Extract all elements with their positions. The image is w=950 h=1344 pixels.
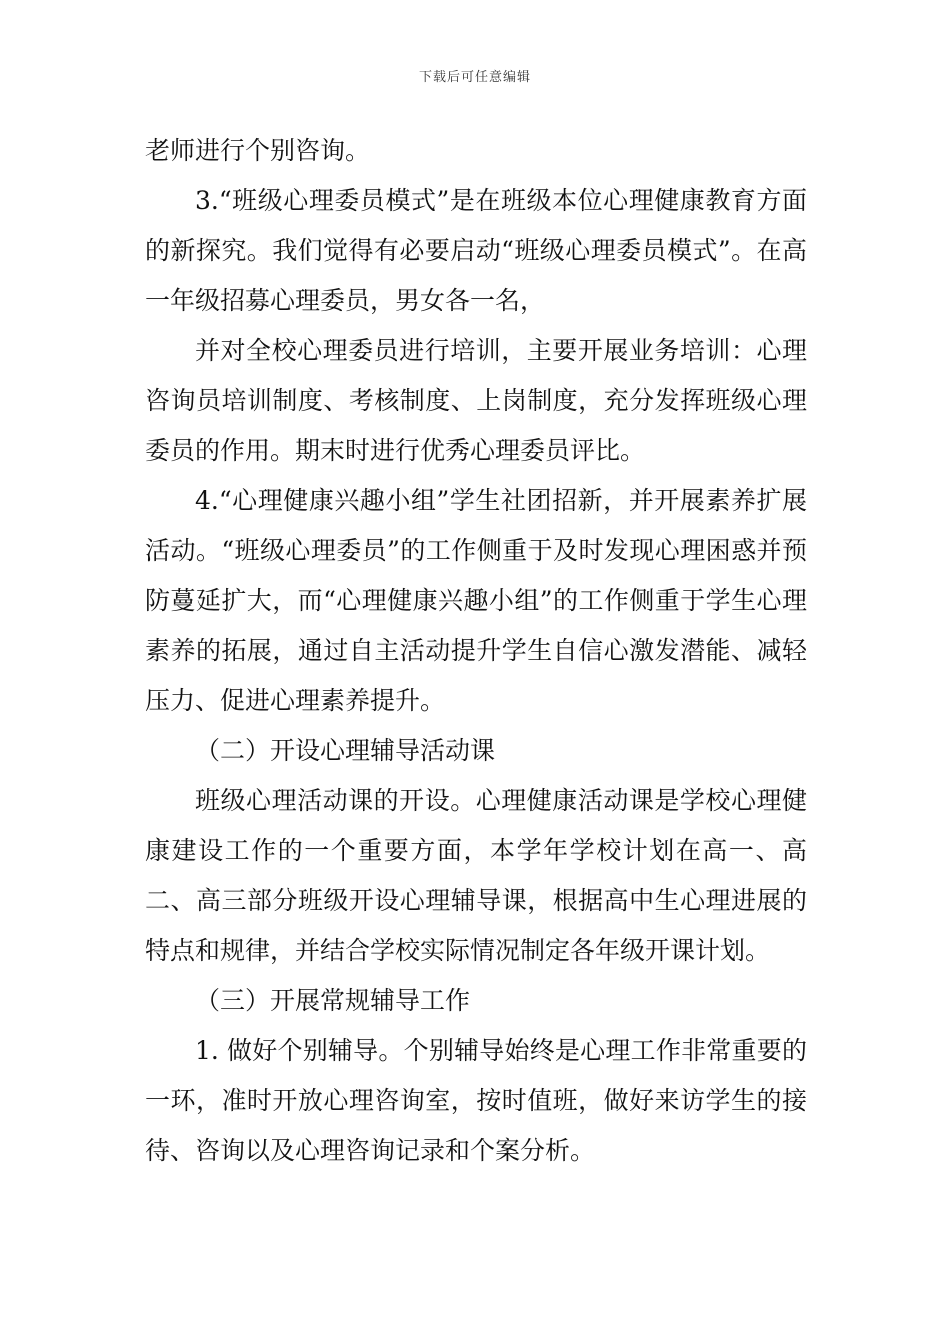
- paragraph-item-3: 3.“班级心理委员模式”是在班级本位心理健康教育方面的新探究。我们觉得有必要启动“班级心理委员模式”。在高一年级招募心理委员，男女各一名，: [145, 186, 807, 315]
- paragraph-activity-class: 班级心理活动课的开设。心理健康活动课是学校心理健康建设工作的一个重要方面，本学年学校计划在高一、高二、高三部分班级开设心理辅导课，根据高中生心理进展的特点和规律，并结合学校实际情况制定各年级开课计划。: [145, 786, 807, 965]
- paragraph-individual-counseling: 1. 做好个别辅导。个别辅导始终是心理工作非常重要的一环，准时开放心理咨询室，按时值班，做好来访学生的接待、咨询以及心理咨询记录和个案分析。: [145, 1036, 807, 1165]
- page-header: 下载后可任意编辑: [418, 70, 531, 85]
- document-body: [145, 126, 807, 1176]
- paragraph-training: 并对全校心理委员进行培训，主要开展业务培训：心理咨询员培训制度、考核制度、上岗制度，充分发挥班级心理委员的作用。期末时进行优秀心理委员评比。: [145, 336, 807, 465]
- paragraph-item-4: 4.“心理健康兴趣小组”学生社团招新，并开展素养扩展活动。“班级心理委员”的工作侧重于及时发现心理困惑并预防蔓延扩大，而“心理健康兴趣小组”的工作侧重于学生心理素养的拓展，通过自主活动提升学生自信心激发潜能、减轻压力、促进心理素养提升。: [145, 486, 807, 715]
- section-heading-3: （三）开展常规辅导工作: [195, 986, 471, 1015]
- section-heading-2: （二）开设心理辅导活动课: [195, 736, 496, 765]
- paragraph-continuation: 老师进行个别咨询。: [145, 136, 371, 165]
